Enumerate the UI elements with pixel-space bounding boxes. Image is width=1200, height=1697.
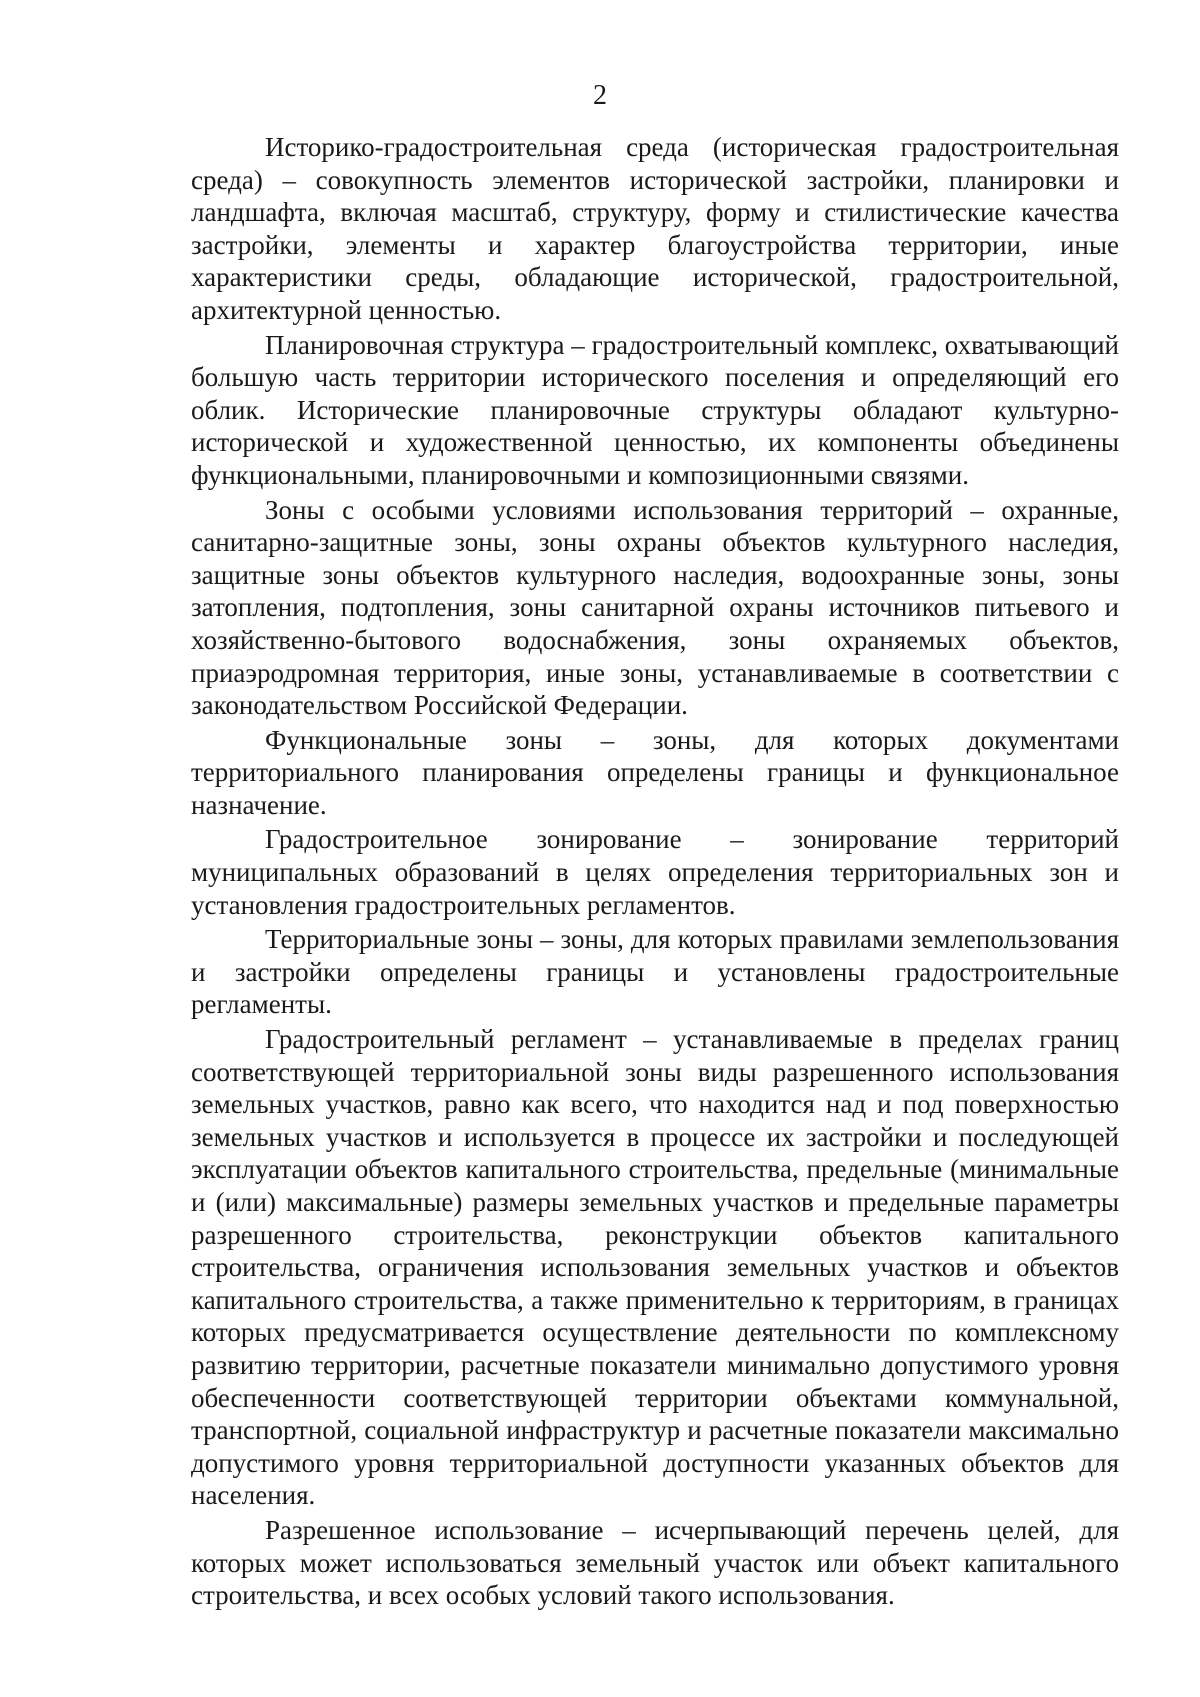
paragraph-territorial-zones: Территориальные зоны – зоны, для которых правилами землепользования и застройки определены границы и установлены градостроительные регламенты. bbox=[191, 924, 1119, 1020]
paragraph-functional-zones: Функциональные зоны – зоны, для которых документами территориального планирования определены границы и функциональное назначение. bbox=[191, 724, 1119, 820]
document-body bbox=[191, 131, 1119, 1614]
page-number: 2 bbox=[593, 80, 607, 111]
paragraph-permitted-use: Разрешенное использование – исчерпывающий перечень целей, для которых может использоваться земельный участок или объект капитального строительства, и всех особых условий такого использования. bbox=[191, 1514, 1119, 1611]
paragraph-historic-urban-environment: Историко-градостроительная среда (историческая градостроительная среда) – совокупность элементов исторической застройки, планировки и ландшафта, включая масштаб, структуру, форму и стилистические качества застройки, элементы и характер благоустройства территории, иные характеристики среды, обладающие исторической, градостроительной, архитектурной ценностью. bbox=[191, 132, 1119, 325]
paragraph-planning-structure: Планировочная структура – градостроительный комплекс, охватывающий большую часть территории исторического поселения и определяющий его облик. Исторические планировочные структуры обладают культурно-исторической и художественной ценностью, их компоненты объединены функциональными, планировочными и композиционными связями. bbox=[191, 329, 1119, 490]
paragraph-special-use-zones: Зоны с особыми условиями использования территорий – охранные, санитарно-защитные зоны, зоны охраны объектов культурного наследия, защитные зоны объектов культурного наследия, водоохранные зоны, зоны затопления, подтопления, зоны санитарной охраны источников питьевого и хозяйственно-бытового водоснабжения, зоны охраняемых объектов, приаэродромная территория, иные зоны, устанавливаемые в соответствии с законодательством Российской Федерации. bbox=[191, 494, 1119, 721]
paragraph-urban-zoning: Градостроительное зонирование – зонирование территорий муниципальных образований в целях определения территориальных зон и установления градостроительных регламентов. bbox=[191, 824, 1119, 920]
paragraph-urban-regulation: Градостроительный регламент – устанавливаемые в пределах границ соответствующей территориальной зоны виды разрешенного использования земельных участков, равно как всего, что находится над и под поверхностью земельных участков и используется в процессе их застройки и последующей эксплуатации объектов капитального строительства, предельные (минимальные и (или) максимальные) размеры земельных участков и предельные параметры разрешенного строительства, реконструкции объектов капитального строительства, ограничения использования земельных участков и объектов капитального строительства, а также применительно к территориям, в границах которых предусматривается осуществление деятельности по комплексному развитию территории, расчетные показатели минимально допустимого уровня обеспеченности соответствующей территории объектами коммунальной, транспортной, социальной инфраструктур и расчетные показатели максимально допустимого уровня территориальной доступности указанных объектов для населения. bbox=[191, 1024, 1119, 1511]
